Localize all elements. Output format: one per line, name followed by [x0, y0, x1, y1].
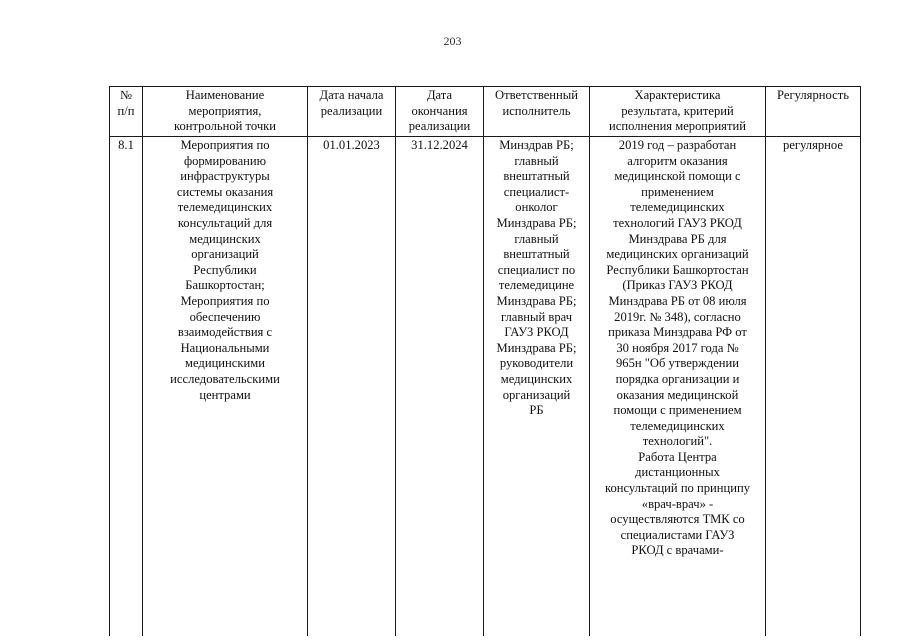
cell-result-text: 2019 год – разработан алгоритм оказания медицинской помощи с применением телемедицинских технологий ГАУЗ РКОД Минздрава РБ для медицинских организаций Республики Башкортостан (Приказ ГАУЗ РКОД Минздрава РБ от 08 июля 2019г. № 348), согласно приказа Минздрава РФ от 30 ноября 2017 года № 965н "Об утверждении порядка организации и оказания медицинской помощи с применением телемедицинских технологий". Работа Центра дистанционных консультаций по принципу «врач-врач» - осуществляются ТМК со специалистами ГАУЗ РКОД с врачами-	[604, 138, 751, 558]
table-row	[110, 137, 861, 637]
header-regularity	[766, 87, 861, 137]
cell-name-text: Мероприятия по формированию инфраструктуры системы оказания телемедицинских консультаций для медицинских организаций Республики Башкортостан; Мероприятия по обеспечению взаимодействия с Национальными медицинскими исследовательскими центрами	[170, 138, 280, 402]
header-end-text: Дата окончания реализации	[408, 88, 471, 134]
cell-result	[590, 137, 766, 637]
cell-executor	[484, 137, 590, 637]
header-result	[590, 87, 766, 137]
table-header-row	[110, 87, 861, 137]
header-end-date	[396, 87, 484, 137]
header-start-date	[308, 87, 396, 137]
cell-name	[143, 137, 308, 637]
header-start-text: Дата начала реализации	[319, 88, 384, 118]
cell-regularity-text: регулярное	[783, 138, 843, 152]
header-regularity-text: Регулярность	[777, 88, 849, 102]
measures-table	[109, 86, 861, 636]
header-num-text: № п/п	[117, 88, 135, 118]
cell-start-date	[308, 137, 396, 637]
header-result-text: Характеристика результата, критерий исполнения мероприятий	[609, 88, 746, 134]
header-name-text: Наименование мероприятия, контрольной точки	[173, 88, 277, 134]
cell-executor-text: Минздрав РБ; главный внештатный специалист- онколог Минздрава РБ; главный внештатный специалист по телемедицине Минздрава РБ; главный врач ГАУЗ РКОД Минздрава РБ; руководители медицинских организаций РБ	[496, 138, 577, 418]
header-name	[143, 87, 308, 137]
header-executor-text: Ответственный исполнитель	[495, 88, 578, 118]
cell-num	[110, 137, 143, 637]
cell-regularity	[766, 137, 861, 637]
cell-end-text: 31.12.2024	[411, 138, 468, 152]
header-num	[110, 87, 143, 137]
page-number: 203	[443, 34, 462, 48]
cell-start-text: 01.01.2023	[323, 138, 380, 152]
cell-num-text: 8.1	[118, 138, 134, 152]
header-executor	[484, 87, 590, 137]
cell-end-date	[396, 137, 484, 637]
